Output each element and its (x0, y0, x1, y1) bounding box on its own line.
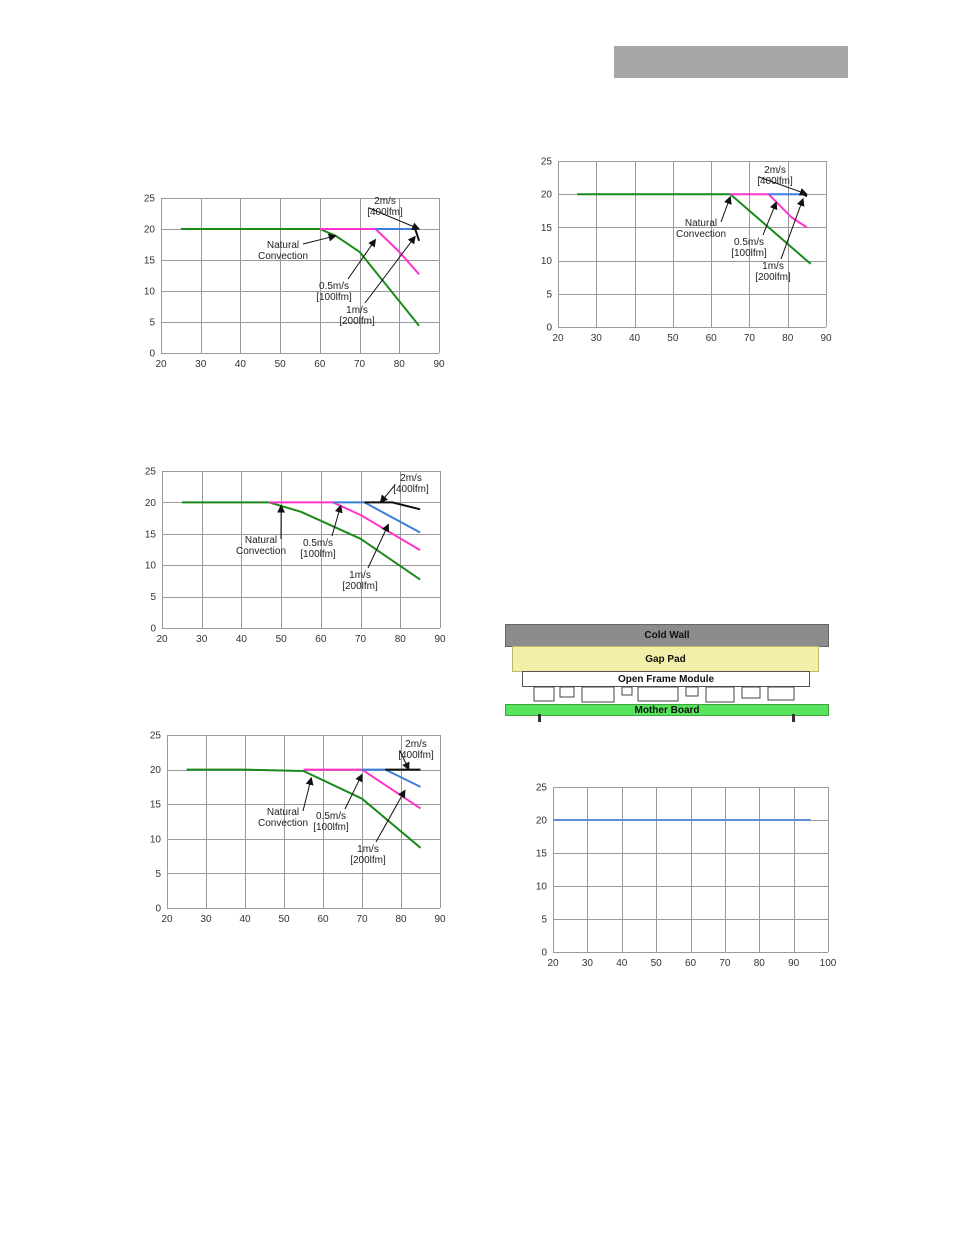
y-tick-label: 25 (143, 193, 155, 205)
x-tick-label: 90 (788, 958, 800, 969)
gap-pad-label: Gap Pad (645, 653, 686, 665)
x-tick-label: 90 (820, 333, 832, 344)
x-tick-label: 50 (278, 914, 290, 925)
x-tick-label: 60 (317, 914, 329, 925)
x-tick-label: 20 (161, 914, 173, 925)
pin-left (538, 714, 541, 722)
annotation-label: Natural Convection (235, 535, 287, 557)
annotation-label: 1m/s [200lfm] (755, 261, 791, 283)
x-tick-label: 50 (650, 958, 662, 969)
annotation-label: 0.5m/s [100lfm] (313, 811, 349, 833)
x-tick-label: 20 (547, 958, 559, 969)
y-tick-label: 20 (540, 189, 552, 201)
x-tick-label: 20 (155, 359, 167, 370)
y-tick-label: 15 (143, 255, 155, 267)
mother-board-label: Mother Board (634, 704, 700, 716)
y-tick-label: 25 (144, 466, 156, 478)
y-tick-label: 15 (540, 222, 552, 234)
y-tick-label: 25 (540, 156, 552, 168)
annotation-label: 2m/s [400lfm] (398, 739, 434, 761)
x-tick-label: 90 (433, 359, 445, 370)
annotation-arrow (763, 202, 776, 235)
x-tick-label: 90 (434, 634, 446, 645)
x-tick-label: 20 (156, 634, 168, 645)
x-tick-label: 60 (684, 958, 697, 969)
module-layer (522, 671, 810, 687)
annotation-label: 1m/s [200lfm] (350, 844, 386, 866)
annotation-label: 0.5m/s [100lfm] (316, 281, 352, 303)
y-tick-label: 10 (535, 881, 547, 893)
annotation-arrow (332, 506, 341, 536)
y-tick-label: 15 (535, 848, 547, 860)
x-tick-label: 40 (234, 359, 246, 370)
x-tick-label: 40 (239, 914, 251, 925)
y-tick-label: 25 (535, 782, 547, 794)
header-bar (614, 46, 848, 78)
annotation-label: 2m/s [400lfm] (393, 473, 429, 495)
annotation-arrow (376, 790, 405, 842)
y-tick-label: 20 (144, 497, 156, 509)
cold-wall-layer (505, 624, 829, 647)
x-tick-label: 50 (667, 333, 679, 344)
x-tick-label: 30 (590, 333, 602, 344)
mother-board-layer (505, 704, 829, 716)
x-tick-label: 60 (705, 333, 717, 344)
y-tick-label: 5 (155, 868, 161, 880)
x-tick-label: 70 (354, 359, 366, 370)
y-tick-label: 0 (149, 348, 155, 360)
x-tick-label: 40 (616, 958, 628, 969)
annotation-arrow (365, 236, 415, 303)
y-tick-label: 0 (541, 947, 547, 959)
y-tick-label: 0 (155, 903, 161, 915)
x-tick-label: 60 (315, 634, 327, 645)
annotation-arrow (781, 199, 803, 259)
annotation-label: 2m/s [400lfm] (367, 196, 403, 218)
x-tick-label: 30 (196, 634, 208, 645)
module-components (526, 686, 802, 704)
y-tick-label: 0 (546, 322, 552, 334)
series-line-natural (181, 229, 419, 326)
x-tick-label: 70 (356, 914, 368, 925)
y-tick-label: 25 (149, 730, 161, 742)
x-tick-label: 50 (275, 634, 287, 645)
x-tick-label: 90 (434, 914, 446, 925)
annotation-arrow (303, 778, 311, 811)
x-tick-label: 80 (395, 914, 407, 925)
x-tick-label: 30 (195, 359, 207, 370)
y-tick-label: 15 (149, 799, 161, 811)
derating-chart-4 (128, 727, 458, 927)
x-tick-label: 30 (200, 914, 212, 925)
series-line-two (415, 229, 419, 241)
module-label: Open Frame Module (617, 673, 715, 685)
y-tick-label: 5 (149, 317, 155, 329)
annotation-label: Natural Convection (257, 807, 309, 829)
annotation-label: 1m/s [200lfm] (342, 570, 378, 592)
x-tick-label: 80 (753, 958, 765, 969)
x-tick-label: 80 (393, 359, 405, 370)
x-tick-label: 80 (782, 333, 794, 344)
x-tick-label: 40 (629, 333, 641, 344)
y-tick-label: 5 (546, 289, 552, 301)
gap-pad-layer (512, 646, 819, 672)
derating-chart-2 (521, 155, 851, 345)
y-tick-label: 10 (143, 286, 155, 298)
annotation-label: Natural Convection (675, 218, 727, 240)
x-tick-label: 70 (719, 958, 731, 969)
y-tick-label: 5 (541, 914, 547, 926)
pin-right (792, 714, 795, 722)
cold-wall-diagram (502, 622, 832, 722)
y-tick-label: 20 (535, 815, 547, 827)
x-tick-label: 20 (552, 333, 564, 344)
x-tick-label: 70 (743, 333, 755, 344)
y-tick-label: 20 (149, 765, 161, 777)
annotation-label: Natural Convection (257, 240, 309, 262)
derating-chart-5 (521, 780, 851, 980)
annotation-arrow (348, 240, 375, 279)
y-tick-label: 10 (144, 560, 156, 572)
x-tick-label: 40 (235, 634, 247, 645)
y-tick-label: 0 (150, 623, 156, 635)
y-tick-label: 10 (540, 256, 552, 268)
x-tick-label: 60 (314, 359, 326, 370)
annotation-arrow (721, 197, 730, 222)
annotation-label: 0.5m/s [100lfm] (731, 237, 767, 259)
x-tick-label: 80 (394, 634, 406, 645)
annotation-label: 1m/s [200lfm] (339, 305, 375, 327)
y-tick-label: 20 (143, 224, 155, 236)
series-line-one (362, 770, 421, 787)
cold-wall-label: Cold Wall (644, 630, 690, 641)
x-tick-label: 30 (581, 958, 593, 969)
derating-chart-1 (128, 190, 458, 370)
x-tick-label: 100 (819, 958, 837, 969)
annotation-label: 2m/s [400lfm] (757, 165, 793, 187)
derating-chart-3 (128, 462, 458, 647)
y-tick-label: 15 (144, 529, 156, 541)
annotation-arrow (303, 236, 336, 244)
x-tick-label: 50 (274, 359, 286, 370)
annotation-label: 0.5m/s [100lfm] (300, 538, 336, 560)
y-tick-label: 5 (150, 592, 156, 604)
y-tick-label: 10 (149, 834, 161, 846)
x-tick-label: 70 (355, 634, 367, 645)
